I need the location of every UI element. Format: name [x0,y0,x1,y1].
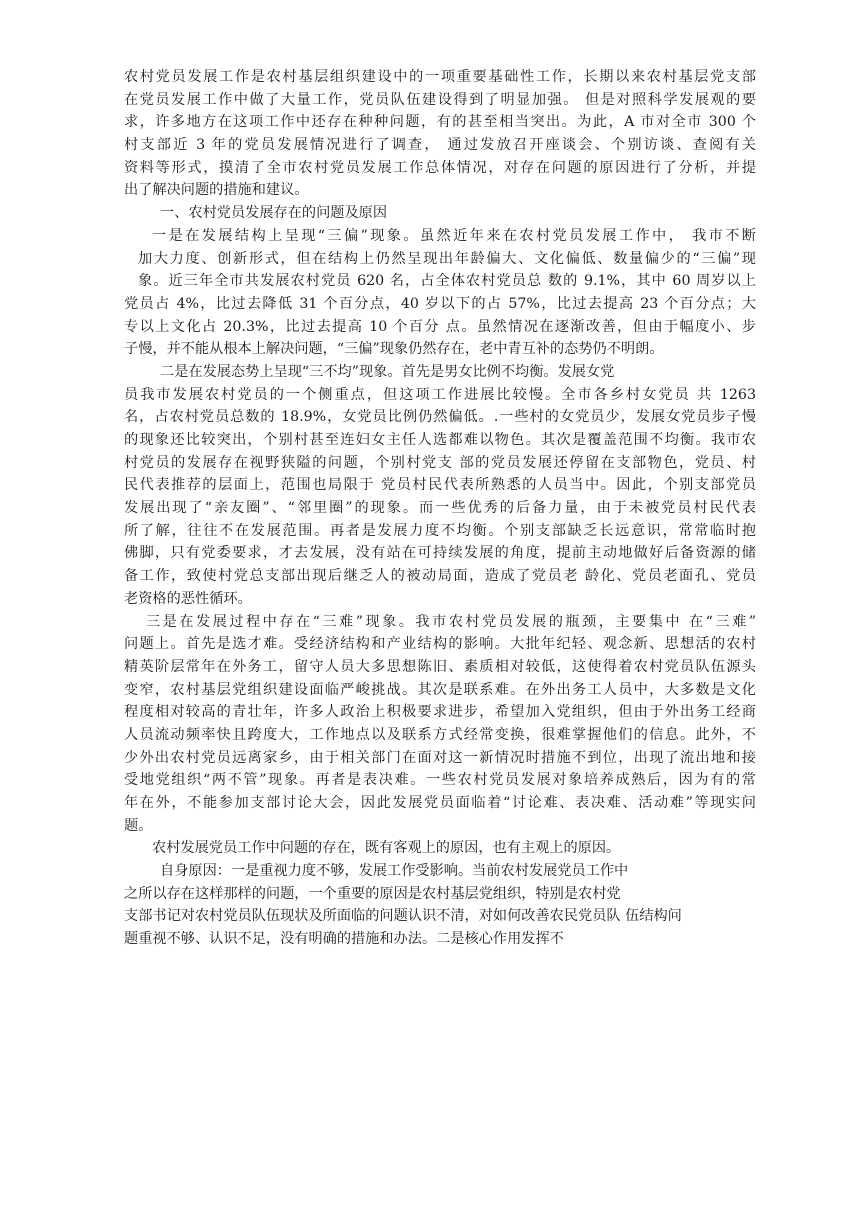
text-line: 子慢，并不能从根本上解决问题，“三偏”现象仍然存在，老中青互补的态势仍不明朗。 [124,341,664,358]
text-line: 党员占 4%，比过去降低 31 个百分点，40 岁以下的占 57%，比过去提高 23 个百分点；大 [124,295,756,312]
text-line: 专以上文化占 20.3%，比过去提高 10 个百分 点。虽然情况在逐渐改善，但由于幅度小、步 [124,318,756,335]
text-line: 少外出农村党员远离家乡，由于相关部门在面对这一新情况时措施不到位，出现了流出地和接 [124,749,756,766]
text-line: 所了解，往往不在发展范围。再者是发展力度不均衡。个别支部缺乏长远意识，常常临时抱 [124,522,756,539]
text-line: 员我市发展农村党员的一个侧重点，但这项工作进展比较慢。全市各乡村女党员 共 1263 [124,386,756,403]
section-heading: 一、农村党员发展存在的问题及原因 [160,205,388,222]
text-line: 变窄，农村基层党组织建设面临严峻挑战。其次是联系难。在外出务工人员中，大多数是文化 [124,681,756,698]
text-line: 精英阶层常年在外务工，留守人员大多思想陈旧、素质相对较低，这使得着农村党员队伍源头 [124,658,756,675]
text-line: 人员流动频率快且跨度大，工作地点以及联系方式经常变换，很难掌握他们的信息。此外，不 [124,726,756,743]
text-line: 发展出现了“亲友圈”、“邻里圈”的现象。而一些优秀的后备力量，由于未被党员村民代表 [124,500,756,517]
text-line: 年在外，不能参加支部讨论大会，因此发展党员面临着“讨论难、表决难、活动难”等现实问 [124,795,756,811]
text-line: 在党员发展工作中做了大量工作，党员队伍建设得到了明显加强。 但是对照科学发展观的要 [124,91,756,108]
text-line: 受地党组织“两不管”现象。再者是表决难。一些农村党员发展对象培养成熟后，因为有的常 [124,772,756,789]
text-line: 村党员的发展存在视野狭隘的问题，个别村党支 部的党员发展还停留在支部物色，党员、村 [124,454,756,471]
text-line: 求，许多地方在这项工作中还存在种种问题，有的甚至相当突出。为此，A 市对全市 300 个 [124,114,756,131]
text-line: 出了解决问题的措施和建议。 [124,182,309,199]
text-line: 民代表推荐的层面上，范围也局限于 党员村民代表所熟悉的人员当中。因此，个别支部党员 [124,477,756,494]
document-body [124,66,756,951]
text-line: 之所以存在这样那样的问题，一个重要的原因是农村基层党组织，特别是农村党 [124,885,621,902]
text-line: 自身原因：一是重视力度不够，发展工作受影响。当前农村发展党员工作中 [160,863,629,880]
text-line: 资料等形式，摸清了全市农村党员发展工作总体情况，对存在问题的原因进行了分析，并提 [124,159,756,176]
text-line: 农村发展党员工作中问题的存在，既有客观上的原因，也有主观上的原因。 [152,840,621,857]
text-line: 三是在发展过程中存在“三难”现象。我市农村党员发展的瓶颈，主要集中 在“三难” [146,613,756,630]
text-line: 佛脚，只有党委要求，才去发展，没有站在可持续发展的角度，提前主动地做好后备资源的储 [124,545,756,562]
text-line: 名，占农村党员总数的 18.9%，女党员比例仍然偏低。.一些村的女党员少，发展女党员步子慢 [124,409,756,426]
text-line: 题。 [124,817,153,834]
text-line: 备工作，致使村党总支部出现后继乏人的被动局面，造成了党员老 龄化、党员老面孔、党员 [124,568,756,585]
text-line: 程度相对较高的青壮年，许多人政治上积极要求进步，希望加入党组织，但由于外出务工经商 [124,704,756,721]
text-line: 的现象还比较突出，个别村甚至连妇女主任人选都难以物色。其次是覆盖范围不均衡。我市农 [124,432,756,448]
text-line: 老资格的恶性循环。 [124,590,252,607]
text-line: 题重视不够、认识不足，没有明确的措施和办法。二是核心作用发挥不 [124,931,564,948]
text-line: 问题上。首先是选才难。受经济结构和产业结构的影响。大批年纪轻、观念新、思想活的农村 [124,636,756,653]
text-line: 村支部近 3 年的党员发展情况进行了调查， 通过发放召开座谈会、个别访谈、查阅有关 [124,137,756,154]
text-line: 农村党员发展工作是农村基层组织建设中的一项重要基础性工作，长期以来农村基层党支部 [124,69,756,85]
text-line: 一是在发展结构上呈现“三偏”现象。虽然近年来在农村党员发展工作中， 我市不断 [152,227,756,244]
text-line: 二是在发展态势上呈现“三不均”现象。首先是男女比例不均衡。发展女党 [160,363,615,380]
text-line: 支部书记对农村党员队伍现状及所面临的问题认识不清，对如何改善农民党员队 伍结构问 [124,908,682,925]
text-line: 加大力度、创新形式，但在结构上仍然呈现出年龄偏大、文化偏低、数量偏少的“三偏”现 [138,250,756,267]
text-line: 象。近三年全市共发展农村党员 620 名，占全体农村党员总 数的 9.1%，其中 60 周岁以上 [138,273,756,290]
